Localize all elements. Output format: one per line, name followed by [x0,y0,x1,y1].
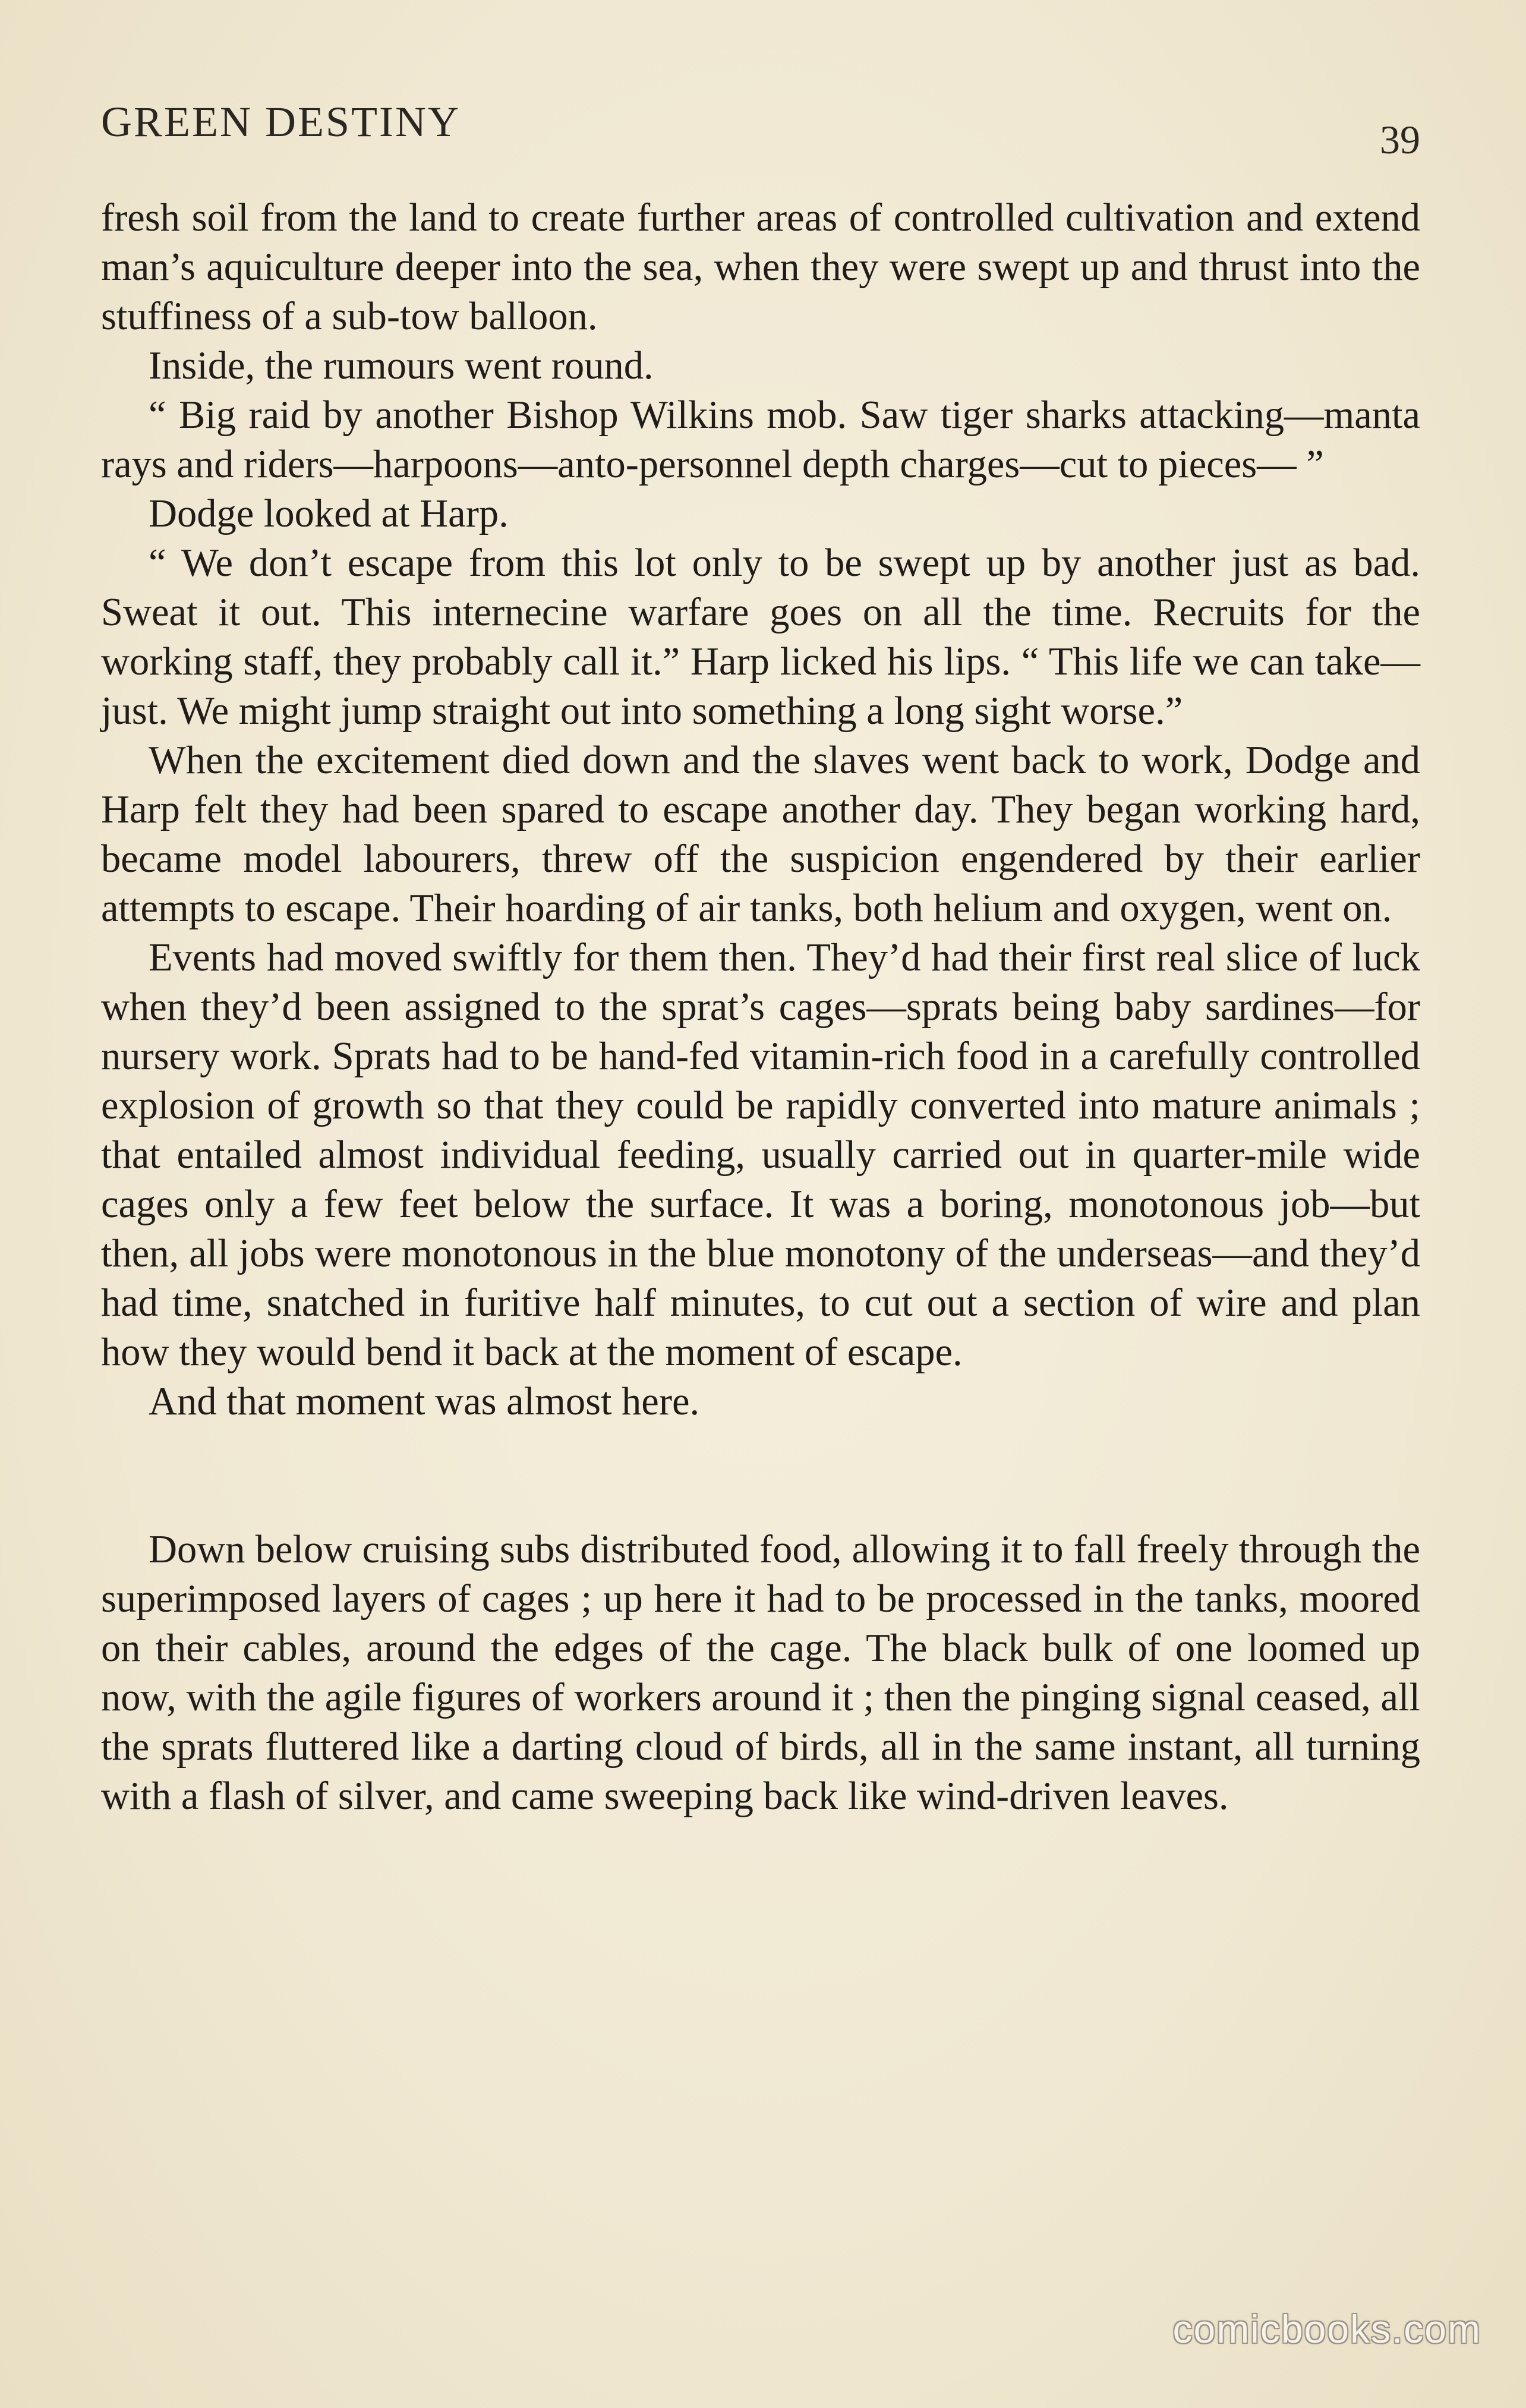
running-title: GREEN DESTINY [101,98,461,146]
page-header [101,89,1420,162]
paragraph: fresh soil from the land to create further areas of controlled cultivation and extend man’s aquiculture deeper into the sea, when they were swept up and thrust into the stuffiness of a sub-tow balloon. [101,196,1420,338]
paragraph: Events had moved swiftly for them then. They’d had their first real slice of luck when they’d been assigned to the sprat’s cages—sprats being baby sardines—for nursery work. Sprats had to be hand-fed vitamin-rich food in a carefully controlled explosion of growth so that they could be rapidly converted into mature animals ; that entailed almost individual feeding, usually carried out in quarter-mile wide cages only a few feet below the surface. It was a boring, monotonous job—but then, all jobs were monotonous in the blue monotony of the underseas—and they’d had time, snatched in furitive half minutes, to cut out a section of wire and plan how they would bend it back at the moment of escape. [101,936,1420,1374]
paragraph: And that moment was almost here. [149,1380,700,1423]
page-number: 39 [1380,117,1420,162]
watermark: comicbooks.com [1172,2307,1481,2351]
paragraph: Dodge looked at Harp. [149,492,509,535]
paragraph: When the excitement died down and the slaves went back to work, Dodge and Harp felt they had been spared to escape another day. They began working hard, became model labourers, threw off the suspicion engendered by their earlier attempts to escape. Their hoarding of air tanks, both helium and oxygen, went on. [101,739,1420,930]
paragraph: Down below cruising subs distributed food, allowing it to fall freely through the superimposed layers of cages ; up here it had to be processed in the tanks, moored on their cables, around the edges of the cage. The black bulk of one loomed up now, with the agile figures of workers around it ; then the pinging signal ceased, all the sprats fluttered like a darting cloud of birds, all in the same instant, all turning with a flash of silver, and came sweeping back like wind-driven leaves. [101,1528,1420,1818]
section-break [101,1426,1420,1525]
body-text [101,193,1420,1821]
paragraph: Inside, the rumours went round. [149,344,654,387]
paragraph: “ Big raid by another Bishop Wilkins mob. Saw tiger sharks attacking—manta rays and riders—harpoons—anto-personnel depth charges—cut to pieces— ” [101,393,1420,486]
paragraph: “ We don’t escape from this lot only to be swept up by another just as bad. Sweat it out. This internecine warfare goes on all the time. Recruits for the working staff, they probably call it.” Harp licked his lips. “ This life we can take—just. We might jump straight out into something a long sight worse.” [101,541,1420,733]
